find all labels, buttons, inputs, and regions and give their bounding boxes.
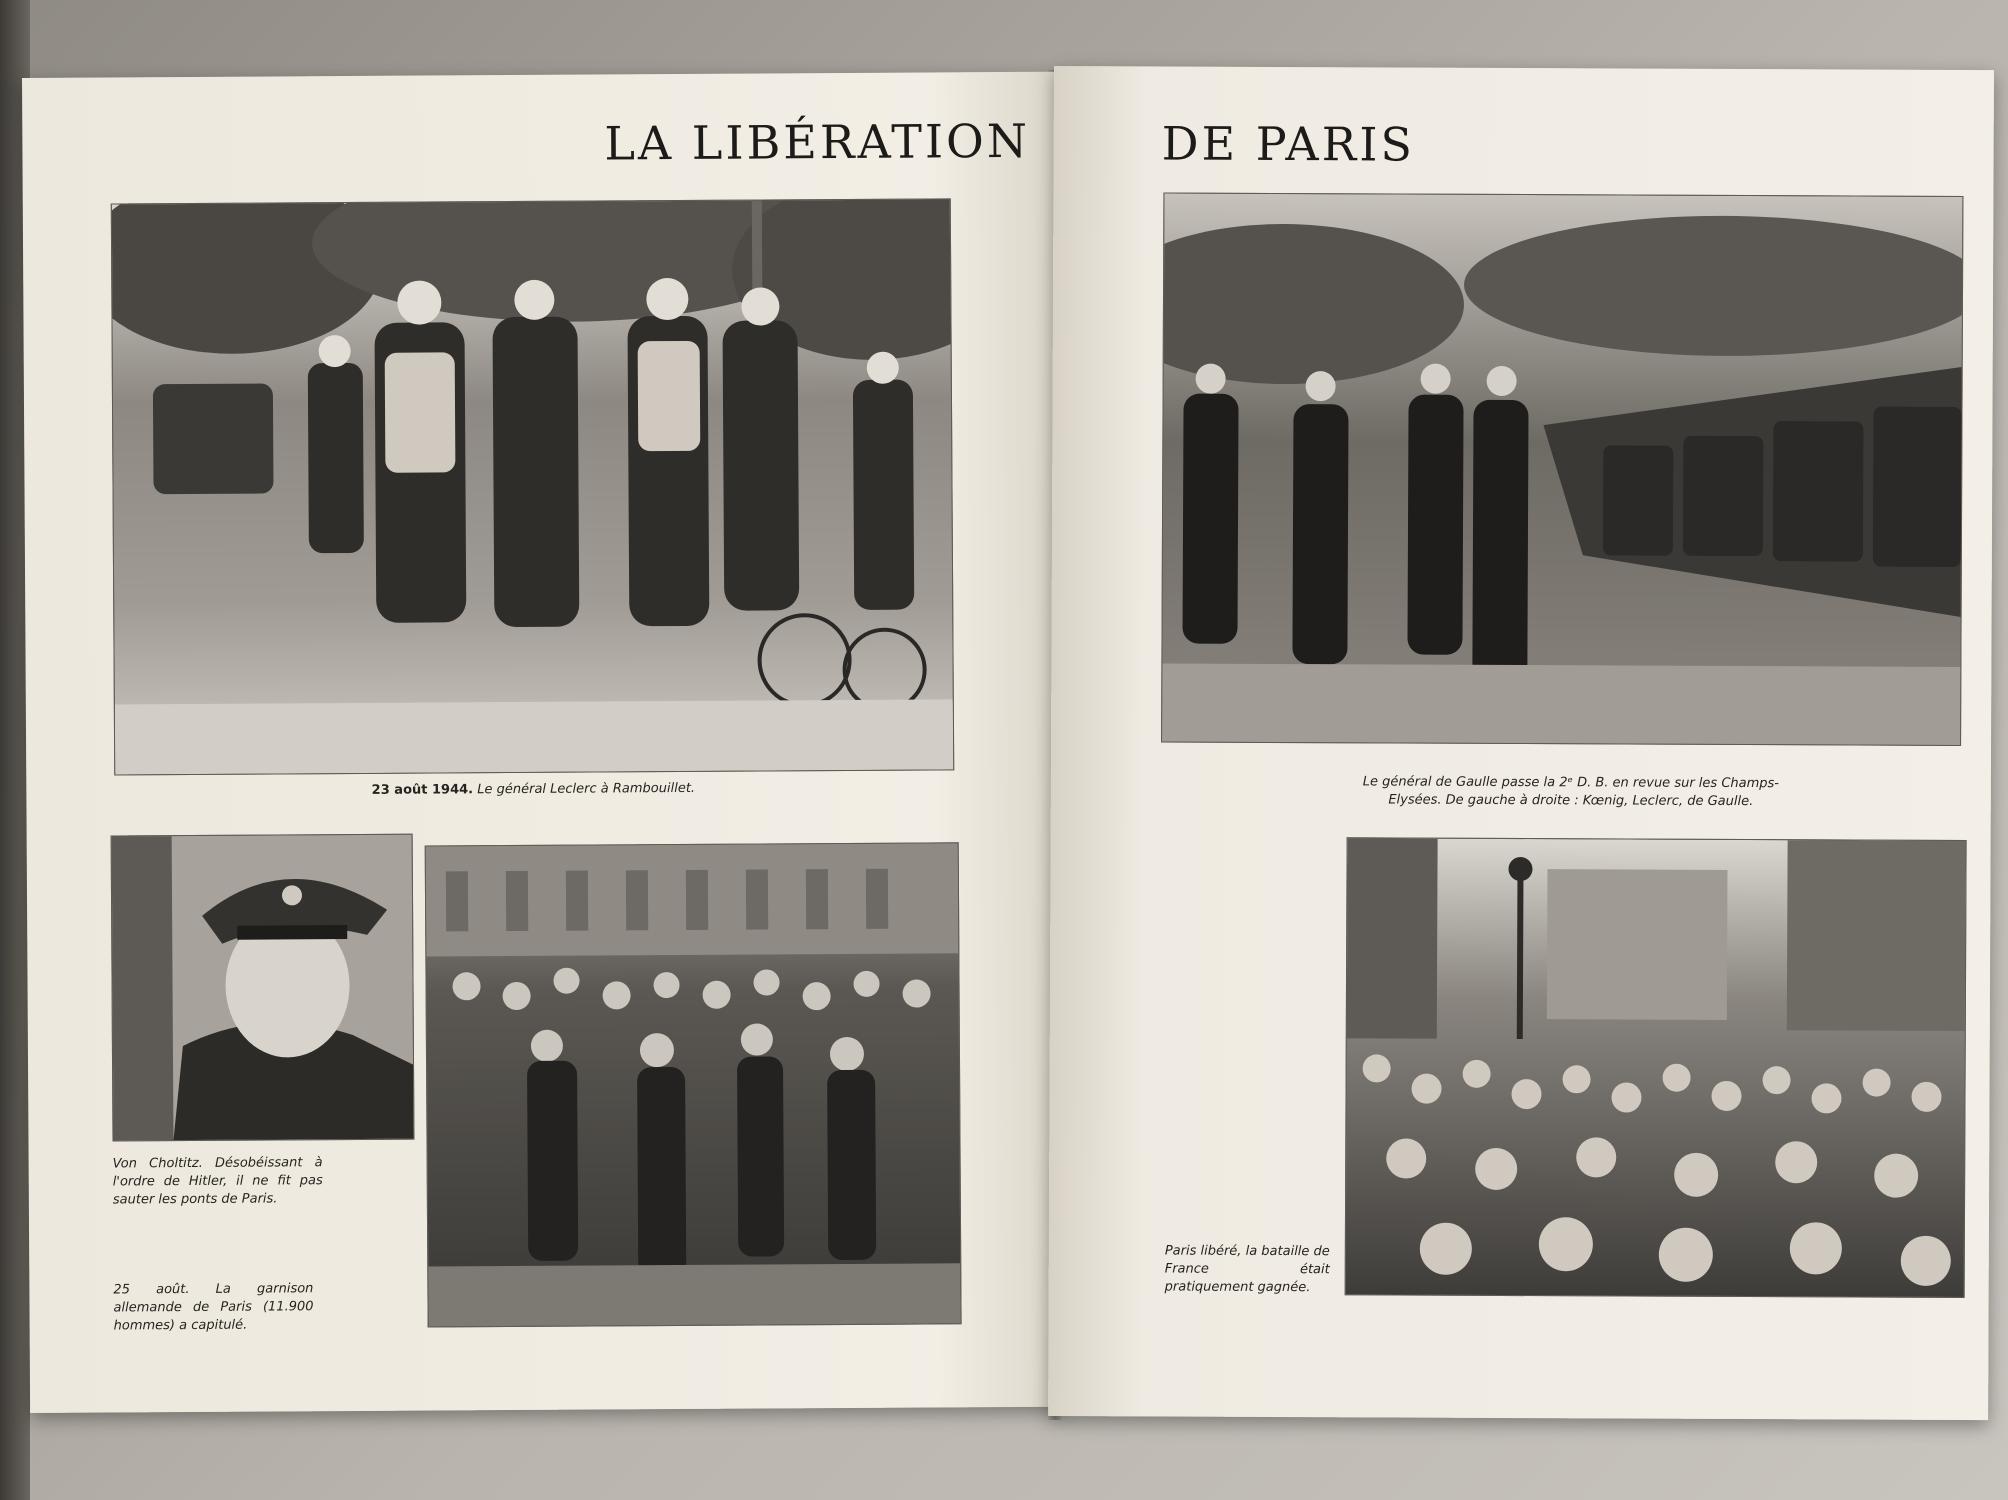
- photo-leclerc-rambouillet: [111, 198, 954, 775]
- caption-leclerc: [114, 778, 952, 801]
- photo-de-gaulle-review: [1161, 192, 1963, 745]
- title-right: DE PARIS: [1161, 116, 1416, 172]
- photo-choltitz-image: [112, 835, 414, 1141]
- right-page: [1048, 66, 1994, 1420]
- caption-degaulle-line1: Le général de Gaulle passe la 2ᵉ D. B. en revue sur les Champs-: [1362, 774, 1780, 792]
- caption-garrison: 25 août. La garnison allemande de Paris (11.900 hommes) a capitulé.: [113, 1281, 314, 1334]
- caption-leclerc-text: Le général Leclerc à Rambouillet.: [477, 780, 696, 798]
- photo-leclerc-image: [112, 199, 953, 774]
- photo-crowd-image: [1346, 838, 1966, 1297]
- photo-garrison-image: [426, 843, 961, 1326]
- caption-von-choltitz: Von Choltitz. Désobéissant à l'ordre de Hitler, il ne fit pas sauter les ponts de Paris.: [112, 1155, 323, 1208]
- photo-von-choltitz: [111, 834, 415, 1142]
- caption-de-gaulle: [1301, 773, 1841, 811]
- left-page: [22, 72, 1062, 1413]
- photo-german-garrison: [425, 842, 962, 1327]
- title-left: LA LIBÉRATION: [604, 113, 1031, 171]
- photo-liberated-crowd: [1345, 837, 1967, 1298]
- caption-degaulle-line2: Elysées. De gauche à droite : Kœnig, Leclerc, de Gaulle.: [1388, 792, 1754, 810]
- photo-degaulle-image: [1162, 193, 1962, 744]
- caption-paris-libere: Paris libéré, la bataille de France était pratiquement gagnée.: [1164, 1243, 1330, 1296]
- caption-leclerc-date: 23 août 1944.: [371, 782, 474, 798]
